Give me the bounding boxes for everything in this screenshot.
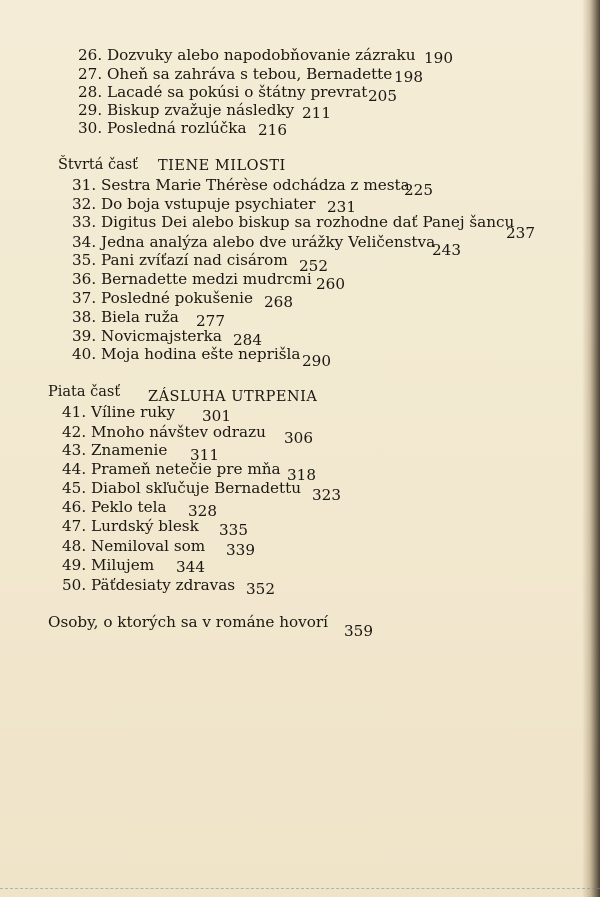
toc-page-number: 328 (188, 502, 217, 520)
toc-page-number: 344 (176, 558, 205, 576)
toc-page-number: 352 (246, 580, 275, 598)
toc-entry: 29. Biskup zvažuje následky (78, 101, 295, 119)
toc-page-number: 290 (302, 352, 331, 370)
part-label: Štvrtá časť (58, 157, 138, 173)
toc-page-number: 205 (368, 87, 397, 105)
toc-page-number: 225 (404, 181, 433, 199)
toc-entry: 33. Digitus Dei alebo biskup sa rozhodne dať Panej šancu (72, 213, 515, 231)
toc-page-number: 216 (258, 121, 287, 139)
toc-entry: 45. Diabol skľučuje Bernadettu (62, 479, 302, 497)
toc-page-number: 198 (394, 68, 423, 86)
page-edge-shadow (582, 0, 600, 897)
toc-page-number: 318 (287, 466, 316, 484)
toc-entry: 38. Biela ruža (72, 308, 179, 326)
toc-page-number: 252 (299, 257, 328, 275)
toc-entry: 31. Sestra Marie Thérèse odchádza z mesta (72, 176, 410, 194)
toc-page-number: 231 (327, 198, 356, 216)
toc-entry: 47. Lurdský blesk (62, 517, 199, 535)
bottom-divider (0, 888, 600, 889)
part-label: Piata časť (48, 384, 121, 400)
toc-page-number: 339 (226, 541, 255, 559)
toc-entry: 43. Znamenie (62, 441, 168, 459)
toc-page-number: 323 (312, 486, 341, 504)
toc-entry: 30. Posledná rozlúčka (78, 119, 247, 137)
toc-page-number: 311 (190, 446, 219, 464)
toc-entry-persons: Osoby, o ktorých sa v románe hovorí (48, 613, 329, 631)
toc-entry: 41. Víline ruky (62, 403, 175, 421)
toc-entry: 37. Posledné pokušenie (72, 289, 253, 307)
toc-entry: 26. Dozvuky alebo napodobňovanie zázraku (78, 46, 416, 64)
toc-entry: 49. Milujem (62, 556, 155, 574)
toc-entry: 46. Peklo tela (62, 498, 167, 516)
toc-entry: 36. Bernadette medzi mudrcmi (72, 270, 312, 288)
toc-entry: 35. Pani zvíťazí nad cisárom (72, 251, 288, 269)
part-title: ZÁSLUHA UTRPENIA (148, 389, 318, 405)
toc-entry: 42. Mnoho návštev odrazu (62, 423, 266, 441)
toc-page-number: 268 (264, 293, 293, 311)
toc-page-number: 243 (432, 241, 461, 259)
toc-page-number: 277 (196, 312, 225, 330)
toc-page-number: 211 (302, 104, 331, 122)
toc-page-number: 301 (202, 407, 231, 425)
toc-entry: 34. Jedna analýza alebo dve urážky Veličenstva (72, 233, 436, 251)
toc-entry: 48. Nemiloval som (62, 537, 206, 555)
toc-entry: 28. Lacadé sa pokúsi o štátny prevrat (78, 83, 368, 101)
toc-entry: 44. Prameň netečie pre mňa (62, 460, 281, 478)
toc-page-number: 190 (424, 49, 453, 67)
toc-page-number: 260 (316, 275, 345, 293)
toc-page-number: 335 (219, 521, 248, 539)
toc-entry: 32. Do boja vstupuje psychiater (72, 195, 316, 213)
toc-page-number: 359 (344, 622, 373, 640)
toc-entry: 40. Moja hodina ešte neprišla (72, 345, 301, 363)
toc-page-number: 237 (506, 224, 535, 242)
toc-page-number: 284 (233, 331, 262, 349)
toc-entry: 39. Novicmajsterka (72, 327, 222, 345)
toc-entry: 27. Oheň sa zahráva s tebou, Bernadette (78, 65, 393, 83)
toc-page-number: 306 (284, 429, 313, 447)
toc-entry: 50. Päťdesiaty zdravas (62, 576, 236, 594)
part-title: TIENE MILOSTI (158, 158, 286, 174)
